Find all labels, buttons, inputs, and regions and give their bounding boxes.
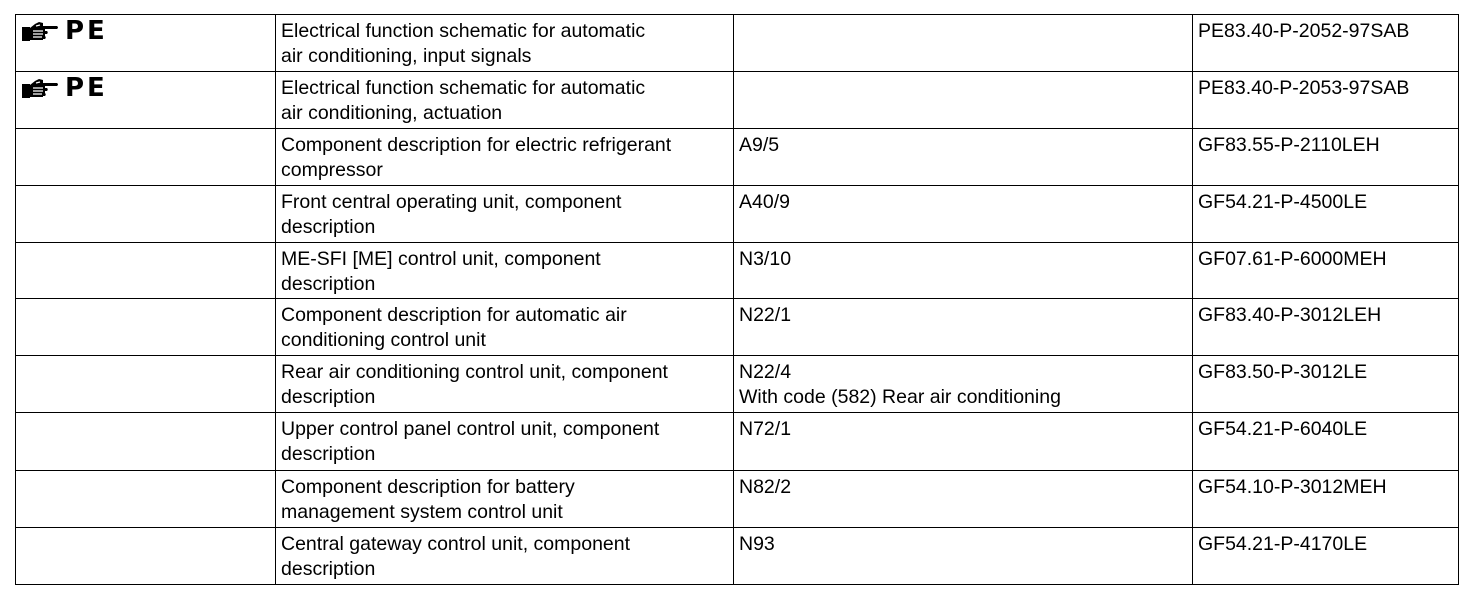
document-reference-table <box>15 14 1459 585</box>
pe-mark-label: PE <box>65 16 108 46</box>
description-line: description <box>281 386 376 408</box>
description-line: Component description for automatic air <box>281 304 627 326</box>
document-number-cell <box>1193 471 1459 528</box>
component-line: N72/1 <box>739 418 792 440</box>
component-cell <box>734 72 1193 129</box>
mark-cell <box>16 528 276 585</box>
document-number-cell <box>1193 72 1459 129</box>
description-cell <box>276 413 734 471</box>
document-number-link[interactable]: GF07.61-P-6000MEH <box>1198 248 1387 270</box>
description-line: description <box>281 443 376 465</box>
component-cell <box>734 471 1193 528</box>
component-cell <box>734 243 1193 299</box>
table-row <box>16 15 1459 72</box>
mark-cell <box>16 356 276 413</box>
description-line: Upper control panel control unit, component <box>281 418 660 440</box>
description-line: ME-SFI [ME] control unit, component <box>281 248 601 270</box>
description-cell <box>276 72 734 129</box>
table-row <box>16 72 1459 129</box>
component-cell <box>734 413 1193 471</box>
description-line: description <box>281 216 376 238</box>
table-row <box>16 471 1459 528</box>
mark-cell <box>16 413 276 471</box>
description-line: Front central operating unit, component <box>281 191 622 213</box>
component-line: N3/10 <box>739 248 792 270</box>
mark-cell <box>16 299 276 356</box>
description-line: air conditioning, input signals <box>281 45 532 67</box>
document-number-cell <box>1193 413 1459 471</box>
description-cell <box>276 186 734 243</box>
document-number-link[interactable]: GF54.21-P-6040LE <box>1198 418 1368 440</box>
mark-cell <box>16 186 276 243</box>
pe-mark[interactable] <box>21 17 270 45</box>
description-line: Rear air conditioning control unit, component <box>281 361 668 383</box>
pointing-hand-icon <box>21 77 59 99</box>
mark-cell <box>16 471 276 528</box>
component-line: N22/4 <box>739 361 792 383</box>
description-line: air conditioning, actuation <box>281 102 503 124</box>
table-row <box>16 129 1459 186</box>
description-line: Electrical function schematic for automatic <box>281 20 646 42</box>
pe-mark[interactable] <box>21 74 270 102</box>
description-cell <box>276 15 734 72</box>
document-number-link[interactable]: GF83.55-P-2110LEH <box>1198 134 1380 156</box>
component-line: N93 <box>739 533 775 555</box>
table-row <box>16 528 1459 585</box>
pointing-hand-icon <box>21 20 59 42</box>
component-line: A9/5 <box>739 134 780 156</box>
description-cell <box>276 528 734 585</box>
document-number-cell <box>1193 186 1459 243</box>
table-body <box>16 15 1459 585</box>
component-cell <box>734 356 1193 413</box>
document-number-link[interactable]: GF54.21-P-4170LE <box>1198 533 1368 555</box>
document-number-cell <box>1193 299 1459 356</box>
description-cell <box>276 243 734 299</box>
description-cell <box>276 356 734 413</box>
description-line: Component description for electric refrigerant <box>281 134 672 156</box>
description-line: management system control unit <box>281 501 563 523</box>
table-row <box>16 356 1459 413</box>
document-number-link[interactable]: GF54.21-P-4500LE <box>1198 191 1368 213</box>
document-number-cell <box>1193 243 1459 299</box>
mark-cell <box>16 243 276 299</box>
description-line: Electrical function schematic for automatic <box>281 77 646 99</box>
pe-mark-label: PE <box>65 73 108 103</box>
document-number-link[interactable]: GF83.50-P-3012LE <box>1198 361 1368 383</box>
description-cell <box>276 299 734 356</box>
document-number-cell <box>1193 129 1459 186</box>
description-line: compressor <box>281 159 383 181</box>
table-row <box>16 186 1459 243</box>
document-number-cell <box>1193 15 1459 72</box>
component-cell <box>734 528 1193 585</box>
description-cell <box>276 471 734 528</box>
component-line: With code (582) Rear air conditioning <box>739 386 1061 408</box>
description-line: conditioning control unit <box>281 329 486 351</box>
table-row <box>16 299 1459 356</box>
description-line: Central gateway control unit, component <box>281 533 631 555</box>
description-cell <box>276 129 734 186</box>
table-row <box>16 243 1459 299</box>
document-number-cell <box>1193 528 1459 585</box>
document-number-link[interactable]: PE83.40-P-2052-97SAB <box>1198 20 1410 42</box>
table-row <box>16 413 1459 471</box>
mark-cell <box>16 15 276 72</box>
component-line: N82/2 <box>739 476 792 498</box>
document-number-link[interactable]: PE83.40-P-2053-97SAB <box>1198 77 1410 99</box>
component-cell <box>734 15 1193 72</box>
component-cell <box>734 299 1193 356</box>
description-line: description <box>281 558 376 580</box>
document-number-cell <box>1193 356 1459 413</box>
mark-cell <box>16 129 276 186</box>
description-line: description <box>281 273 376 295</box>
component-cell <box>734 186 1193 243</box>
mark-cell <box>16 72 276 129</box>
component-line: A40/9 <box>739 191 790 213</box>
description-line: Component description for battery <box>281 476 575 498</box>
component-line: N22/1 <box>739 304 792 326</box>
document-number-link[interactable]: GF83.40-P-3012LEH <box>1198 304 1382 326</box>
component-cell <box>734 129 1193 186</box>
document-number-link[interactable]: GF54.10-P-3012MEH <box>1198 476 1387 498</box>
